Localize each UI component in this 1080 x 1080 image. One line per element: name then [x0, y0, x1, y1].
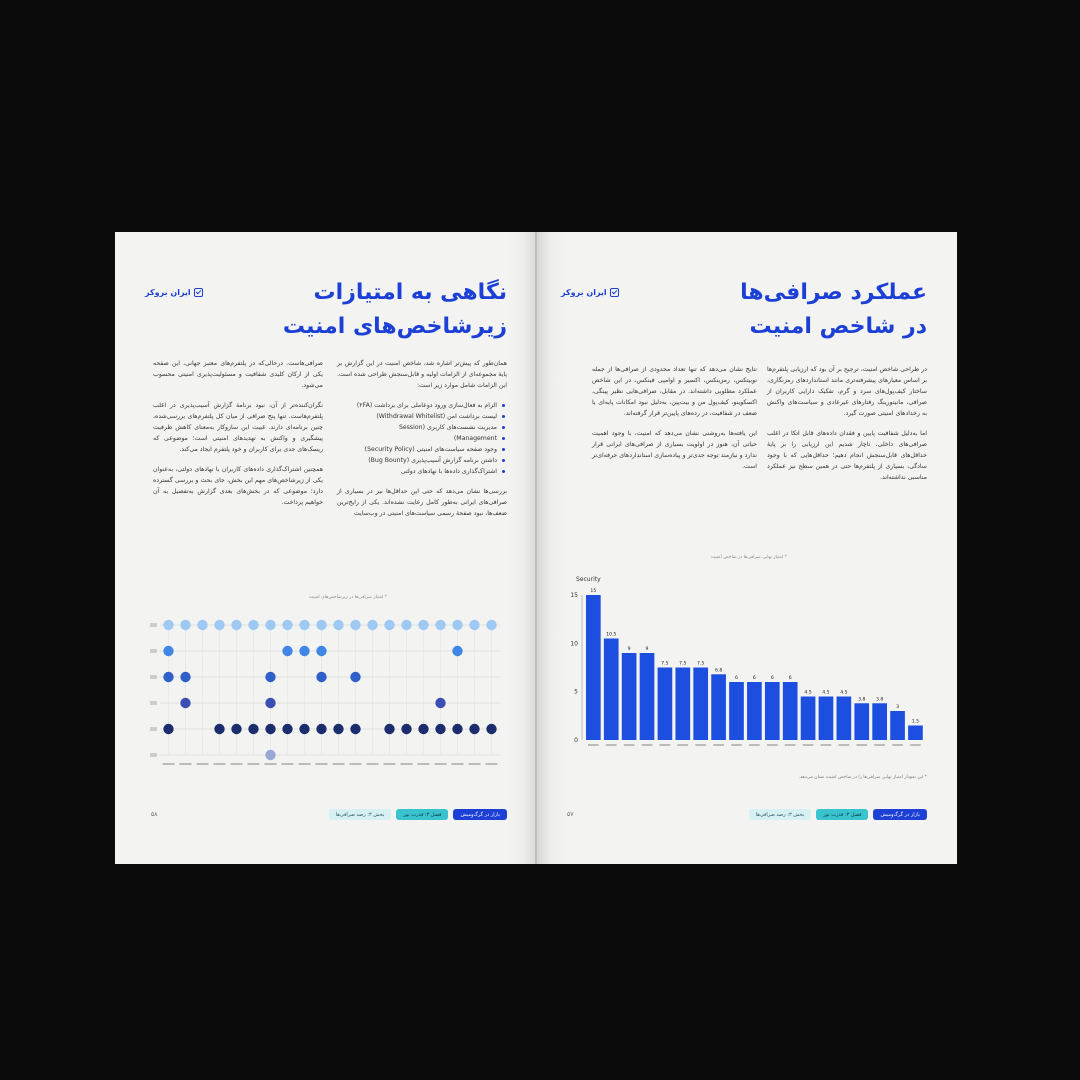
paragraph: اما به‌دلیل شفافیت پایین و فقدان داده‌های قابل اتکا در اغلب صرافی‌های داخلی، ناچار شدیم این ارزیابی را بر پایهٔ حداقل‌های قابل‌سنجش انجام دهیم؛ حداقل‌هایی که با وجود سادگی، بسیاری از پلتفرم‌ها حتی در همین سطح نیز عملکرد مناسبی نداشته‌اند.	[767, 430, 927, 481]
bar	[675, 668, 690, 741]
matrix-dot	[299, 620, 309, 630]
bar-value-label: 10.5	[606, 632, 617, 638]
matrix-dot	[452, 646, 462, 656]
list-item: الزام به فعال‌سازی ورود دوعاملی برای برداشت (۲FA)	[337, 400, 497, 411]
footer-pill-section[interactable]: بخش ۳: رصد صرافی‌ها	[749, 809, 812, 820]
footer-pill-chapter[interactable]: فصل ۳: قدرت نور	[396, 809, 448, 820]
bar	[837, 697, 852, 741]
page-title	[740, 276, 927, 344]
requirements-list	[337, 400, 507, 477]
matrix-dot	[180, 620, 190, 630]
page-number: ۵۸	[151, 811, 158, 818]
x-tick-label-placeholder	[892, 744, 903, 746]
list-item: داشتن برنامه گزارش آسیب‌پذیری (Bug Bounty)	[337, 455, 497, 466]
page-title	[283, 276, 507, 344]
matrix-col-label-placeholder	[333, 763, 345, 765]
text-column-left	[153, 358, 323, 517]
matrix-dot	[265, 724, 275, 734]
matrix-row-label-placeholder	[150, 623, 157, 627]
y-tick-label: 5	[574, 688, 578, 696]
matrix-dot	[469, 724, 479, 734]
matrix-col-label-placeholder	[418, 763, 430, 765]
chart-caption: * امتیاز نهایی صرافی‌ها در شاخص امنیت	[710, 555, 787, 560]
matrix-col-label-placeholder	[214, 763, 226, 765]
bar	[622, 653, 637, 740]
matrix-row-label-placeholder	[150, 675, 157, 679]
brand-check-icon	[610, 288, 619, 297]
matrix-col-label-placeholder	[452, 763, 464, 765]
matrix-dot	[180, 698, 190, 708]
y-tick-label: 0	[574, 737, 578, 744]
bar-value-label: 4.5	[840, 690, 848, 696]
matrix-dot	[316, 724, 326, 734]
bar-value-label: 6.8	[714, 668, 723, 674]
matrix-dot	[316, 646, 326, 656]
matrix-dot	[214, 724, 224, 734]
matrix-col-label-placeholder	[163, 763, 175, 765]
paragraph: نگران‌کننده‌تر از آن، نبود برنامهٔ گزارش آسیب‌پذیری در اغلب پلتفرم‌هاست. تنها پنج صرافی از میان کل پلتفرم‌های بررسی‌شده، چنین برنامه‌ای دارند. غیبت این سازوکار به‌معنای کاهش ظرفیت پیشگیری و واکنش به تهدیدهای امنیتی است؛ موضوعی که ریسک‌های جدی برای کاربران و خود پلتفرم ایجاد می‌کند.	[153, 402, 323, 453]
matrix-col-label-placeholder	[299, 763, 311, 765]
y-tick-label: 15	[570, 592, 578, 599]
bar-value-label: 7.5	[679, 661, 687, 667]
matrix-dot	[248, 620, 258, 630]
footer-nav	[749, 809, 927, 820]
matrix-col-label-placeholder	[401, 763, 413, 765]
bar-value-label: 9	[627, 647, 631, 652]
bar	[693, 668, 708, 741]
bar-value-label: 15	[590, 589, 597, 594]
brand-name: ایران بروکر	[561, 288, 607, 297]
bar	[711, 674, 726, 740]
matrix-col-label-placeholder	[384, 763, 396, 765]
matrix-dot	[163, 646, 173, 656]
y-tick-label: 10	[570, 640, 578, 648]
bar	[854, 703, 869, 740]
bar-value-label: 6	[788, 676, 792, 681]
matrix-col-label-placeholder	[469, 763, 481, 765]
matrix-dot	[265, 750, 275, 760]
x-tick-label-placeholder	[713, 744, 724, 746]
matrix-dot	[214, 620, 224, 630]
list-item: مدیریت نشست‌های کاربری (Session	[337, 422, 497, 433]
list-item: اشتراک‌گذاری داده‌ها با نهادهای دولتی	[337, 466, 497, 477]
paragraph: همچنین اشتراک‌گذاری داده‌های کاربران با نهادهای دولتی، به‌عنوان یکی از زیرشاخص‌های مهم این بخش، جای بحث و بررسی گسترده دارد؛ موضوعی که در بخش‌های بعدی گزارش به‌تفصیل به آن خواهیم پرداخت.	[153, 466, 323, 506]
matrix-col-label-placeholder	[197, 763, 209, 765]
bar	[872, 703, 887, 740]
matrix-dot	[333, 620, 343, 630]
bar	[908, 726, 923, 741]
footer-pill-section[interactable]: بخش ۳: رصد صرافی‌ها	[329, 809, 392, 820]
x-tick-label-placeholder	[731, 744, 742, 746]
x-tick-label-placeholder	[839, 744, 850, 746]
matrix-col-label-placeholder	[435, 763, 447, 765]
matrix-dot	[265, 620, 275, 630]
matrix-dot	[333, 724, 343, 734]
bar	[890, 711, 905, 740]
matrix-dot	[486, 724, 496, 734]
matrix-dot	[282, 620, 292, 630]
right-page	[537, 232, 957, 864]
footer-pill-report[interactable]: بازار در گرگ‌ومیش	[453, 809, 507, 820]
x-tick-label-placeholder	[821, 744, 832, 746]
matrix-dot	[282, 646, 292, 656]
brand-check-icon	[194, 288, 203, 297]
x-tick-label-placeholder	[642, 744, 653, 746]
bar-value-label: 3	[896, 705, 900, 710]
paragraph: این یافته‌ها به‌روشنی نشان می‌دهد که امنیت، با وجود اهمیت حیاتی آن، هنوز در اولویت بسیاری از صرافی‌های ایرانی قرار ندارد و نیازمند توجه جدی‌تر و پیاده‌سازی استانداردهای حرفه‌ای‌تر است.	[592, 430, 757, 470]
x-tick-label-placeholder	[677, 744, 688, 746]
x-tick-label-placeholder	[874, 744, 885, 746]
title-line-1: عملکرد صرافی‌ها	[740, 280, 927, 305]
matrix-row-label-placeholder	[150, 649, 157, 653]
matrix-dot	[435, 724, 445, 734]
bar-value-label: 6	[735, 676, 738, 681]
matrix-dot	[469, 620, 479, 630]
matrix-row-label-placeholder	[150, 727, 157, 731]
list-item: Management)	[337, 433, 497, 444]
security-subindex-matrix	[150, 615, 510, 780]
x-tick-label-placeholder	[624, 744, 635, 746]
matrix-dot	[163, 672, 173, 682]
text-column-right	[767, 364, 927, 492]
x-tick-label-placeholder	[856, 744, 867, 746]
matrix-dot	[163, 724, 173, 734]
matrix-col-label-placeholder	[367, 763, 379, 765]
bar	[586, 595, 601, 740]
matrix-dot	[367, 620, 377, 630]
bar	[729, 682, 744, 740]
paragraph: بررسی‌ها نشان می‌دهد که حتی این حداقل‌ها نیز در بسیاری از صرافی‌های ایرانی به‌طور کامل رعایت نشده‌اند. یکی از رایج‌ترین ضعف‌ها، نبود صفحهٔ رسمی سیاست‌های امنیتی در وب‌سایت	[337, 488, 507, 517]
matrix-dot	[265, 698, 275, 708]
bar-value-label: 3.8	[858, 697, 866, 703]
matrix-col-label-placeholder	[180, 763, 192, 765]
matrix-dot	[401, 724, 411, 734]
page-number: ۵۷	[567, 811, 574, 818]
bar-value-label: 6	[752, 676, 756, 681]
matrix-col-label-placeholder	[248, 763, 260, 765]
matrix-dot	[435, 698, 445, 708]
matrix-dot	[350, 724, 360, 734]
x-tick-label-placeholder	[803, 744, 814, 746]
x-tick-label-placeholder	[660, 744, 671, 746]
bar	[765, 682, 780, 740]
matrix-dot	[418, 620, 428, 630]
matrix-dot	[231, 620, 241, 630]
bar-value-label: 9	[645, 647, 649, 652]
matrix-dot	[452, 620, 462, 630]
matrix-dot	[231, 724, 241, 734]
text-column-left	[592, 364, 757, 481]
bar	[819, 697, 834, 741]
brand-logo	[561, 288, 619, 297]
bar-value-label: 6	[770, 676, 774, 681]
matrix-dot	[418, 724, 428, 734]
matrix-dot	[248, 724, 258, 734]
bar	[658, 668, 673, 741]
security-bar-chart	[562, 572, 932, 767]
bar-value-label: 7.5	[661, 661, 669, 667]
matrix-dot	[316, 620, 326, 630]
matrix-col-label-placeholder	[265, 763, 277, 765]
matrix-col-label-placeholder	[282, 763, 294, 765]
matrix-col-label-placeholder	[486, 763, 498, 765]
x-tick-label-placeholder	[606, 744, 617, 746]
matrix-row-label-placeholder	[150, 753, 157, 757]
paragraph: در طراحی شاخص امنیت، ترجیح بر آن بود که ارزیابی پلتفرم‌ها بر اساس معیارهای پیشرفته‌تری مانند استانداردهای رمزنگاری، ساختار کیف‌پول‌های سرد و گرم، تفکیک دارایی کاربران از صرافی، مانیتورینگ رفتارهای غیرعادی و سیاست‌های واکنش به رخدادهای امنیتی صورت گیرد.	[767, 366, 927, 417]
left-page	[115, 232, 537, 864]
paragraph: نتایج نشان می‌دهد که تنها تعداد محدودی از صرافی‌ها از جمله نوبیتکس، رمزینکس، اکسیر و اوامپی فینکس، در این شاخص عملکرد مطلوبی داشته‌اند. در مقابل، صرافی‌هایی نظیر پینگی، اکسکوینو، کیف‌پول من و بیت‌پین، به‌دلیل نبود امکانات پایه‌ای یا ضعف در شفافیت، در رده‌های پایین‌تر قرار گرفته‌اند.	[592, 366, 757, 417]
matrix-dot	[180, 672, 190, 682]
matrix-col-label-placeholder	[350, 763, 362, 765]
paragraph: همان‌طور که پیش‌تر اشاره شد، شاخص امنیت در این گزارش بر پایهٔ مجموعه‌ای از الزامات اولیه و قابل‌سنجش طراحی شده است. این الزامات شامل موارد زیر است:	[337, 360, 507, 389]
matrix-dot	[401, 620, 411, 630]
matrix-dot	[163, 620, 173, 630]
matrix-dot	[435, 620, 445, 630]
matrix-dot	[265, 672, 275, 682]
x-tick-label-placeholder	[749, 744, 760, 746]
bar-value-label: 1.5	[911, 719, 920, 725]
x-tick-label-placeholder	[588, 744, 599, 746]
matrix-dot	[452, 724, 462, 734]
matrix-dot	[299, 646, 309, 656]
bar-value-label: 7.5	[697, 661, 705, 667]
matrix-dot	[282, 724, 292, 734]
matrix-dot	[316, 672, 326, 682]
title-line-1: نگاهی به امتیازات	[313, 280, 507, 305]
matrix-col-label-placeholder	[316, 763, 328, 765]
bar	[801, 697, 816, 741]
x-tick-label-placeholder	[695, 744, 706, 746]
matrix-dot	[384, 724, 394, 734]
footer-pill-report[interactable]: بازار در گرگ‌ومیش	[873, 809, 927, 820]
paragraph: صرافی‌هاست. درحالی‌که در پلتفرم‌های معتبر جهانی، این صفحه یکی از ارکان کلیدی شفافیت و مسئولیت‌پذیری امنیتی محسوب می‌شود.	[153, 360, 323, 389]
matrix-dot	[384, 620, 394, 630]
matrix-caption: * امتیاز صرافی‌ها در زیرشاخص‌های امنیت	[308, 595, 387, 600]
bar	[640, 653, 655, 740]
list-item: وجود صفحه سیاست‌های امنیتی (Security Policy)	[337, 444, 497, 455]
matrix-col-label-placeholder	[231, 763, 243, 765]
bar	[783, 682, 798, 740]
footer-pill-chapter[interactable]: فصل ۳: قدرت نور	[816, 809, 868, 820]
x-tick-label-placeholder	[767, 744, 778, 746]
title-line-2: در شاخص امنیت	[749, 314, 927, 339]
footer-nav	[329, 809, 507, 820]
matrix-dot	[299, 724, 309, 734]
bar-value-label: 3.8	[875, 697, 884, 703]
brand-logo	[145, 288, 203, 297]
y-axis-label: Security	[576, 576, 601, 583]
title-line-2: زیرشاخص‌های امنیت	[282, 314, 507, 339]
bar	[747, 682, 762, 740]
matrix-dot	[350, 672, 360, 682]
x-tick-label-placeholder	[910, 744, 921, 746]
text-column-right	[337, 358, 507, 528]
bar-value-label: 4.5	[822, 690, 830, 696]
bar	[604, 639, 619, 741]
x-tick-label-placeholder	[785, 744, 796, 746]
matrix-dot	[486, 620, 496, 630]
matrix-dot	[197, 620, 207, 630]
brand-name: ایران بروکر	[145, 288, 191, 297]
matrix-row-label-placeholder	[150, 701, 157, 705]
chart-footnote: * این نمودار امتیاز نهایی صرافی‌ها را در شاخص امنیت نشان می‌دهد.	[798, 775, 927, 780]
list-item: لیست برداشت امن (Withdrawal Whitelist)	[337, 411, 497, 422]
bar-value-label: 4.5	[804, 690, 812, 696]
matrix-dot	[350, 620, 360, 630]
